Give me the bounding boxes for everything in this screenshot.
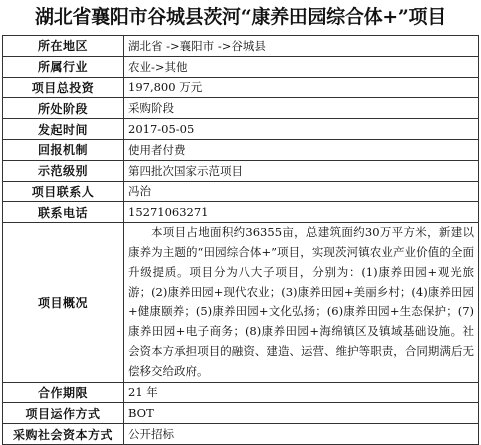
project-info-table	[2, 35, 479, 445]
table-row-region	[3, 36, 479, 57]
table-row-total-investment	[3, 77, 479, 98]
row-value: BOT	[124, 403, 479, 424]
table-row-contact-phone	[3, 202, 479, 223]
row-label: 示范级别	[3, 160, 124, 181]
row-label: 项目联系人	[3, 181, 124, 202]
row-value: 第四批次国家示范项目	[124, 160, 479, 181]
row-label: 项目运作方式	[3, 403, 124, 424]
overview-text: 本项目占地面积约36355亩，总建筑面约30万平方米，新建以康养为主题的“田园综合体+”项目，实现茨河镇农业产业价值的全面升级提质。项目分为八大子项目，分别为：(1)康养田园+观光旅游；(2)康养田园+现代农业；(3)康养田园+美丽乡村；(4)康养田园+健康颐养；(5)康养田园+文化弘扬；(6)康养田园+生态保护；(7)康养田园+电子商务；(8)康养田园+海绵镇区及镇域基础设施。社会资本方承担项目的融资、建造、运营、维护等职责，合同期满后无偿移交给政府。	[124, 223, 479, 382]
table-row-start-date	[3, 119, 479, 140]
row-label: 合作期限	[3, 382, 124, 403]
row-value: 197,800 万元	[124, 77, 479, 98]
row-label: 发起时间	[3, 119, 124, 140]
table-row-cooperation-period	[3, 382, 479, 403]
page-title: 湖北省襄阳市谷城县茨河“康养田园综合体+”项目	[35, 6, 446, 28]
table-row-stage	[3, 98, 479, 119]
table-row-operation-mode	[3, 403, 479, 424]
row-label: 所在地区	[3, 36, 124, 57]
row-value: 冯治	[124, 181, 479, 202]
row-value: 15271063271	[124, 202, 479, 223]
table-row-return-mechanism	[3, 139, 479, 160]
table-row-contact-person	[3, 181, 479, 202]
row-label: 联系电话	[3, 202, 124, 223]
row-value: 采购阶段	[124, 98, 479, 119]
row-label: 回报机制	[3, 139, 124, 160]
table-row-industry	[3, 56, 479, 77]
row-value: 湖北省 ->襄阳市 ->谷城县	[124, 36, 479, 57]
row-label: 所属行业	[3, 56, 124, 77]
table-row-procurement-method	[3, 424, 479, 445]
row-value: 公开招标	[124, 424, 479, 445]
row-label: 所处阶段	[3, 98, 124, 119]
row-value: 21 年	[124, 382, 479, 403]
row-value: 农业->其他	[124, 56, 479, 77]
row-label: 项目总投资	[3, 77, 124, 98]
table-row-demo-level	[3, 160, 479, 181]
row-label: 采购社会资本方式	[3, 424, 124, 445]
row-value: 使用者付费	[124, 139, 479, 160]
table-row-overview	[3, 223, 479, 382]
row-label: 项目概况	[3, 223, 124, 382]
row-value: 2017-05-05	[124, 119, 479, 140]
